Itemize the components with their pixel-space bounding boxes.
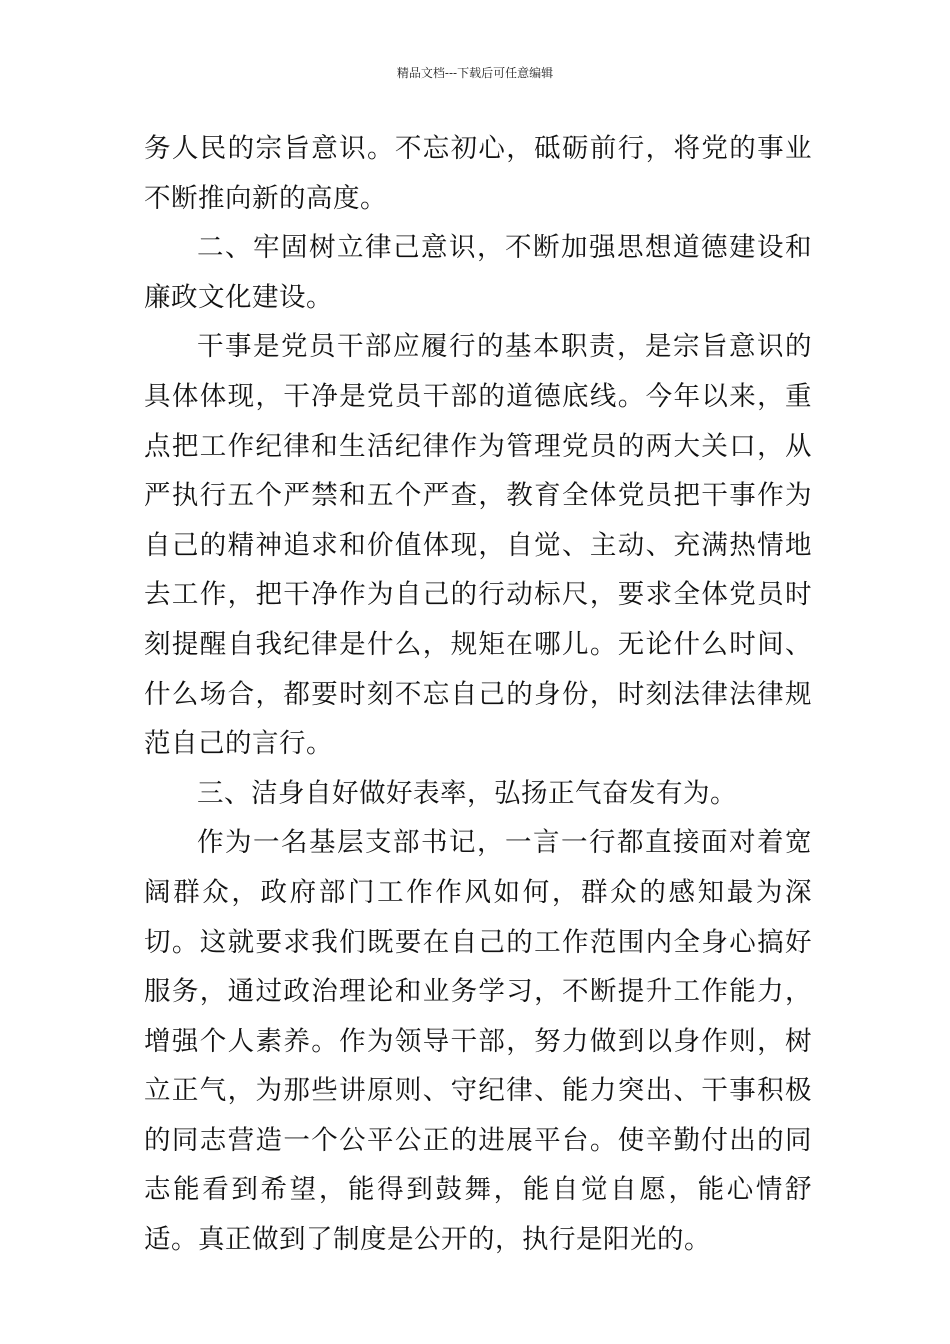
paragraph-role-model: 作为一名基层支部书记，一言一行都直接面对着宽阔群众，政府部门工作作风如何，群众的感知最为深切。这就要求我们既要在自己的工作范围内全身心搞好服务，通过政治理论和业务学习，不断提升工作能力，增强个人素养。作为领导干部，努力做到以身作则，树立正气，为那些讲原则、守纪律、能力突出、干事积极的同志营造一个公平公正的进展平台。使辛勤付出的同志能看到希望，能得到鼓舞，能自觉自愿，能心情舒适。真正做到了制度是公开的，执行是阳光的。	[144, 827, 812, 1256]
section-heading-two: 二、牢固树立律己意识，不断加强思想道德建设和廉政文化建设。	[144, 232, 812, 313]
document-body	[144, 124, 812, 1265]
section-heading-three: 三、洁身自好做好表率，弘扬正气奋发有为。	[197, 777, 737, 809]
page-header: 精品文档---下载后可任意编辑	[396, 66, 554, 80]
paragraph-continuation: 务人民的宗旨意识。不忘初心，砥砺前行，将党的事业不断推向新的高度。	[144, 133, 812, 214]
paragraph-self-discipline: 干事是党员干部应履行的基本职责，是宗旨意识的具体体现，干净是党员干部的道德底线。今年以来，重点把工作纪律和生活纪律作为管理党员的两大关口，从严执行五个严禁和五个严查，教育全体党员把干事作为自己的精神追求和价值体现，自觉、主动、充满热情地去工作，把干净作为自己的行动标尺，要求全体党员时刻提醒自我纪律是什么，规矩在哪儿。无论什么时间、什么场合，都要时刻不忘自己的身份，时刻法律法律规范自己的言行。	[144, 331, 812, 760]
